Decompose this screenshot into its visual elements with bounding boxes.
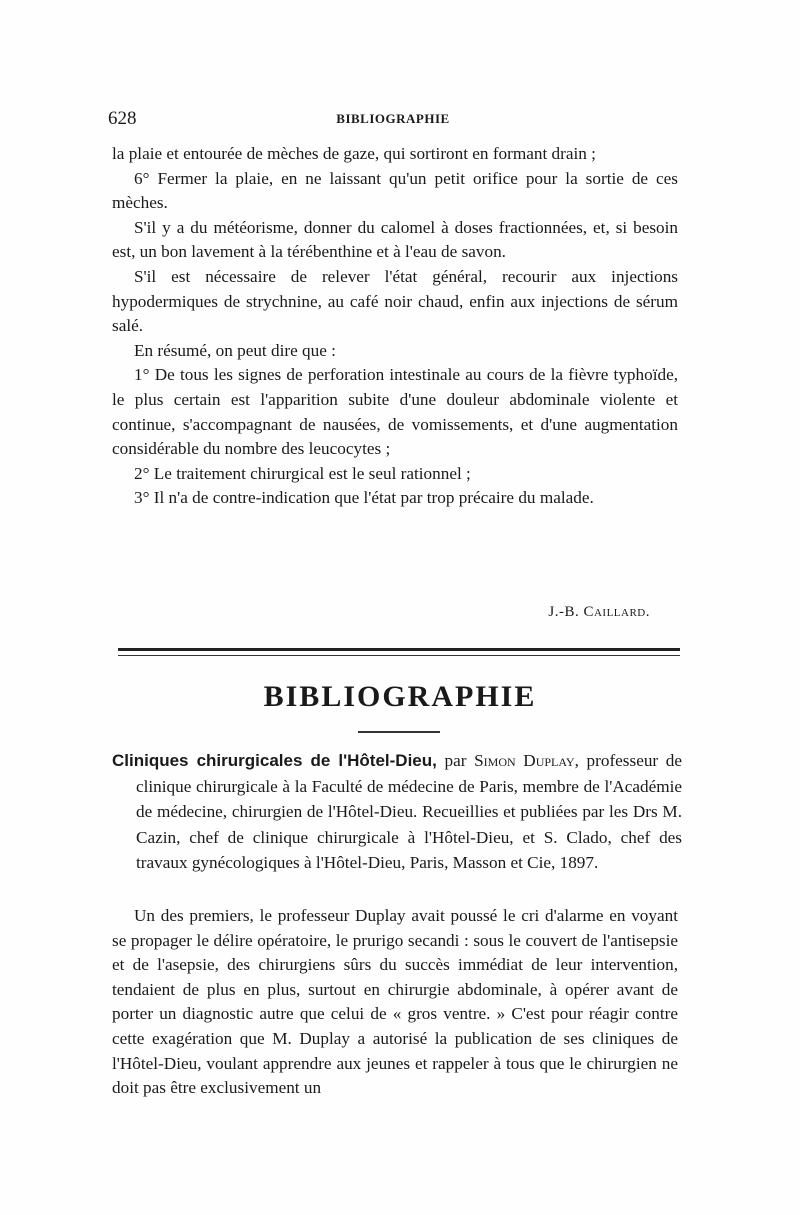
running-head: BIBLIOGRAPHIE — [336, 111, 450, 126]
paragraph: Un des premiers, le professeur Duplay avait poussé le cri d'alarme en voyant se propager le délire opératoire, le prurigo secandi : sous le couvert de l'antisepsie et de l'asepsie, des chirurgiens sûrs du succès immédiat de leur intervention, tendaient de plus en plus, surtout en chirurgie abdominale, à opérer avant de porter un diagnostic autre que celui de « gros ventre. » C'est pour réagir contre cette exagération que M. Duplay a autorisé la publication de ses cliniques de l'Hôtel-Dieu, voulant apprendre aux jeunes et rappeler à tous que le chirurgien ne doit pas être exclusivement un — [112, 906, 678, 1098]
paragraph: S'il y a du météorisme, donner du calomel à doses fractionnées, et, si besoin est, un bon lavement à la térébenthine et à l'eau de savon. — [112, 217, 678, 262]
signature-surname: Caillard. — [583, 604, 650, 620]
entry-author: Simon Duplay, — [474, 751, 579, 770]
section-divider-thin — [118, 655, 680, 656]
paragraph: la plaie et entourée de mèches de gaze, qui sortiront en formant drain ; — [112, 144, 596, 163]
section-title: BIBLIOGRAPHIE — [263, 680, 537, 713]
entry-title: Cliniques chirurgicales de l'Hôtel-Dieu, — [112, 751, 437, 770]
author-signature — [548, 604, 650, 621]
bibliography-entry — [112, 748, 682, 876]
page-header — [108, 108, 678, 130]
paragraph: S'il est nécessaire de relever l'état général, recourir aux injections hypodermiques de strychnine, au café noir chaud, enfin aux injections de sérum salé. — [112, 266, 678, 336]
entry-citation — [112, 748, 682, 876]
paragraph: 3° Il n'a de contre-indication que l'état par trop précaire du malade. — [134, 488, 594, 508]
page-number: 628 — [108, 108, 137, 129]
article-conclusion — [112, 142, 678, 511]
paragraph: En résumé, on peut dire que : — [134, 340, 336, 360]
paragraph: 6° Fermer la plaie, en ne laissant qu'un petit orifice pour la sortie de ces mèches. — [112, 168, 678, 213]
entry-by: par — [444, 751, 467, 770]
review-body — [112, 904, 678, 1101]
title-underline — [358, 731, 440, 733]
paragraph: 1° De tous les signes de perforation intestinale au cours de la fièvre typhoïde, le plus certain est l'apparition subite d'une douleur abdominale violente et continue, s'accompagnant de nausées, de vomissements, et d'une augmentation considérable du nombre des leucocytes ; — [112, 365, 678, 459]
paragraph: 2° Le traitement chirurgical est le seul rationnel ; — [134, 463, 471, 483]
signature-initials: J.-B. — [548, 604, 580, 620]
section-divider-thick — [118, 648, 680, 651]
entry-details: professeur de clinique chirurgicale à la Faculté de médecine de Paris, membre de l'Académie de médecine, chirurgien de l'Hôtel-Dieu. Recueillies et publiées par les Drs M. Cazin, chef de clinique chirurgicale à l'Hôtel-Dieu, et S. Clado, chef des travaux gynécologiques à l'Hôtel-Dieu, Paris, Masson et Cie, 1897. — [136, 751, 682, 872]
